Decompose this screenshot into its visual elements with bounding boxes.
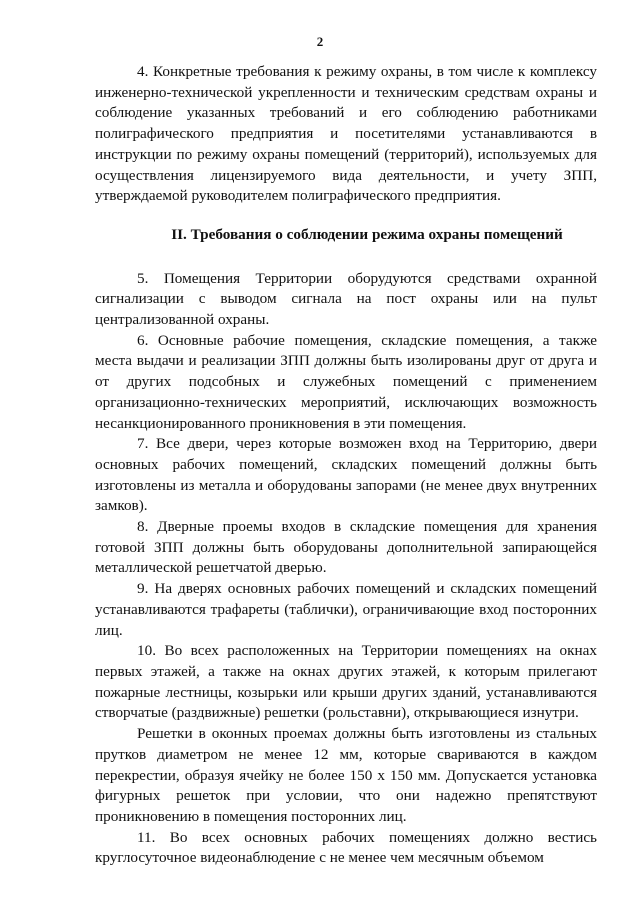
paragraph-10-grates: Решетки в оконных проемах должны быть изготовлены из стальных прутков диаметром не менее 12 мм, которые свариваются в каждом перекрестии, образуя ячейку не более 150 х 150 мм. Допускается установка фигурных решеток при условии, что они надежно препятствуют проникновению в помещения посторонних лиц. <box>95 725 597 825</box>
page-number: 2 <box>316 34 324 49</box>
paragraph-11: 11. Во всех основных рабочих помещениях должно вестись круглосуточное видеонаблюдение с не менее чем месячным объемом <box>95 828 597 867</box>
section-heading: II. Требования о соблюдении режима охраны помещений <box>171 225 563 243</box>
paragraph-9: 9. На дверях основных рабочих помещений и складских помещений устанавливаются трафареты (таблички), ограничивающие вход посторонних лиц. <box>95 580 597 639</box>
paragraph-4: 4. Конкретные требования к режиму охраны, в том числе к комплексу инженерно-технической укрепленности и техническим средствам охраны и соблюдение указанных требований и его соблюдению работниками полиграфического предприятия и посетителями устанавливаются в инструкции по режиму охраны помещений (территорий), используемых для осуществления лицензируемого вида деятельности, и учету ЗПП, утверждаемой руководителем полиграфического предприятия. <box>95 63 597 205</box>
paragraph-5: 5. Помещения Территории оборудуются средствами охранной сигнализации с выводом сигнала на пост охраны или на пульт централизованной охраны. <box>95 269 597 329</box>
paragraph-8: 8. Дверные проемы входов в складские помещения для хранения готовой ЗПП должны быть оборудованы дополнительной запирающейся металлической решетчатой дверью. <box>95 518 597 577</box>
paragraph-10: 10. Во всех расположенных на Территории помещениях на окнах первых этажей, а также на окнах других этажей, к которым прилегают пожарные лестницы, козырьки или крыши других зданий, устанавливаются створчатые (раздвижные) решетки (рольставни), открывающиеся изнутри. <box>95 642 597 722</box>
paragraph-7: 7. Все двери, через которые возможен вход на Территорию, двери основных рабочих помещений, складских помещений должны быть изготовлены из металла и оборудованы запорами (не менее двух внутренних замков). <box>95 435 597 515</box>
paragraph-6: 6. Основные рабочие помещения, складские помещения, а также места выдачи и реализации ЗПП должны быть изолированы друг от друга и от других подсобных и служебных помещений с применением организационно-технических мероприятий, исключающих возможность несанкционированного проникновения в эти помещения. <box>95 331 597 432</box>
document-body <box>95 62 597 869</box>
